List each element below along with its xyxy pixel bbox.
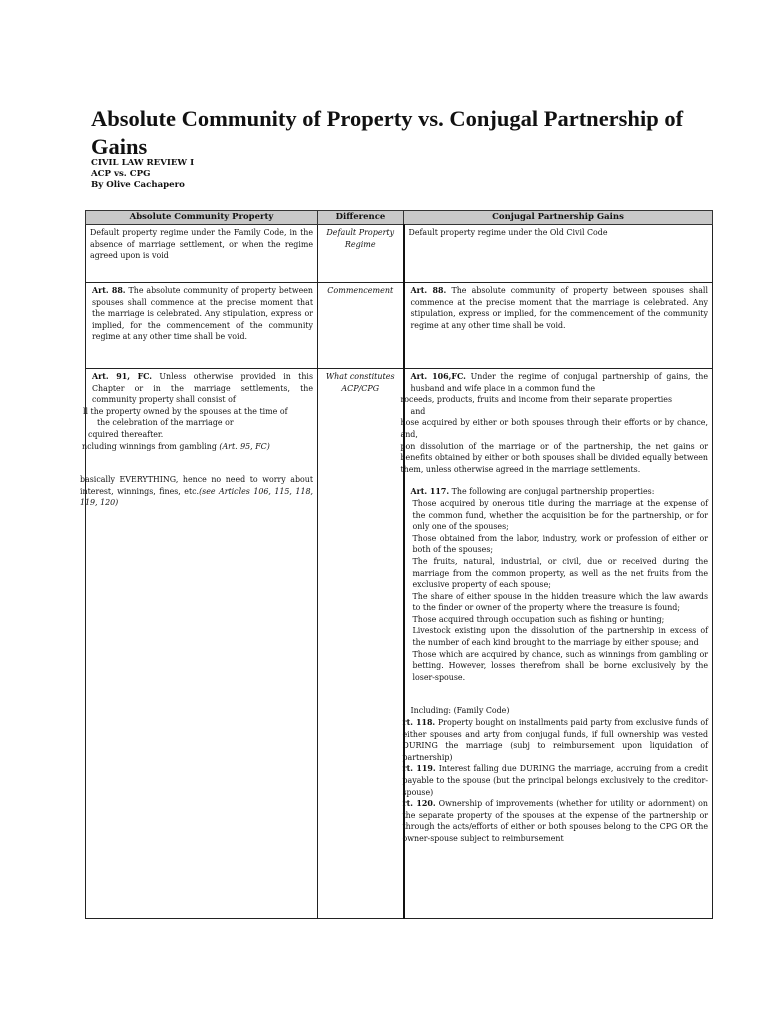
table-row bbox=[86, 369, 713, 919]
author-label: By Olive Cachapero bbox=[91, 180, 185, 190]
article-ref: Art. 117. bbox=[410, 487, 450, 497]
cpg-default-regime: Default property regime under the Old Civil Code bbox=[404, 225, 713, 283]
article-117-paragraph bbox=[411, 486, 709, 498]
article-text: Interest falling due DURING the marriage, accruing from a credit payable to the spouse (but the principal belongs exclusively to the creditor-spouse) bbox=[402, 764, 709, 797]
comparison-table bbox=[80, 210, 713, 919]
document-subtitle bbox=[91, 158, 194, 191]
including-label: Including: (Family Code) bbox=[410, 706, 510, 716]
acp-default-regime: Default property regime under the Family Code, in the absence of marriage settlement, or when the regime agreed upon is void bbox=[86, 225, 318, 283]
list-text: ncluding winnings from gambling bbox=[82, 441, 220, 451]
header-acp: Absolute Community Property bbox=[86, 211, 318, 225]
list-item bbox=[82, 441, 313, 453]
table-row bbox=[86, 225, 713, 283]
document-title: Absolute Community of Property vs. Conjugal Partnership of Gains bbox=[91, 106, 684, 159]
list-item: cquired thereafter. bbox=[88, 429, 164, 439]
article-91-paragraph bbox=[92, 371, 313, 406]
list-item: hose acquired by either or both spouses through their efforts or by chance, and, bbox=[400, 418, 708, 439]
list-item: and bbox=[410, 406, 426, 416]
list-item: The share of either spouse in the hidden treasure which the law awards to the finder or owner of the property where the treasure is found; bbox=[412, 591, 708, 613]
list-item: pon dissolution of the marriage or of the partnership, the net gains or benefits obtained by either or both spouses shall be divided equally between them, unless otherwise agreed in the marriage settlements. bbox=[400, 441, 708, 474]
article-ref: rt. 118. bbox=[402, 718, 436, 728]
difference-commencement: Commencement bbox=[318, 283, 404, 369]
topic-label: ACP vs. CPG bbox=[91, 169, 151, 179]
article-106-paragraph bbox=[411, 371, 709, 394]
cpg-commencement bbox=[404, 283, 713, 369]
header-cpg: Conjugal Partnership Gains bbox=[404, 211, 713, 225]
note-text: basically EVERYTHING, hence no need to worry about interest, winnings, fines, etc. bbox=[80, 475, 313, 496]
table-header-row bbox=[86, 211, 713, 225]
list-item: Those obtained from the labor, industry, work or profession of either or both of the spouses; bbox=[412, 533, 708, 555]
article-ref: Art. 88. bbox=[410, 286, 447, 295]
table-row bbox=[86, 283, 713, 369]
article-text: The absolute community of property between spouses shall commence at the precise moment that the marriage is celebrated. Any stipulation, express or implied, for the commencement of the community regime at any other time shall be void. bbox=[92, 286, 313, 342]
list-item: The fruits, natural, industrial, or civil, due or received during the marriage from the common property, as well as the net fruits from the exclusive property of each spouse; bbox=[412, 556, 708, 590]
article-text: Under the regime of conjugal partnership of gains, the husband and wife place in a common fund the bbox=[410, 372, 708, 393]
article-ref: (Art. 95, FC) bbox=[219, 441, 270, 451]
list-item: ll the property owned by the spouses at the time of bbox=[83, 406, 288, 416]
acp-commencement bbox=[86, 283, 318, 369]
list-item: Livestock existing upon the dissolution of the partnership in excess of the number of each kind brought to the marriage by either spouse; and bbox=[412, 626, 708, 648]
list-item: Those acquired by onerous title during the marriage at the expense of the common fund, whether the acquisition be for the partnership, or for only one of the spouses; bbox=[412, 498, 708, 532]
article-119-paragraph bbox=[403, 763, 709, 798]
article-text: The following are conjugal partnership properties: bbox=[449, 487, 655, 497]
article-118-paragraph bbox=[403, 717, 709, 763]
article-120-paragraph bbox=[403, 798, 709, 844]
article-ref: rt. 120. bbox=[402, 799, 436, 809]
article-text: Property bought on installments paid party from exclusive funds of either spouses and arty from conjugal funds, if full ownership was vested DURING the marriage (subj to reimbursement upon liquidation of partnership) bbox=[402, 718, 709, 762]
list-item: roceeds, products, fruits and income from their separate properties bbox=[400, 395, 673, 405]
article-ref: (see Articles 106, 115, 118, 119, 120) bbox=[80, 486, 313, 508]
list-item: the celebration of the marriage or bbox=[97, 418, 234, 428]
acp-what-constitutes bbox=[80, 369, 318, 919]
article-ref: rt. 119. bbox=[402, 764, 436, 774]
cpg-what-constitutes bbox=[400, 369, 713, 919]
article-ref: Art. 91, FC. bbox=[92, 372, 153, 381]
article-ref: Art. 88. bbox=[92, 286, 126, 295]
course-label: CIVIL LAW REVIEW I bbox=[91, 158, 195, 168]
article-ref: Art. 106,FC. bbox=[410, 372, 466, 381]
list-item: Those which are acquired by chance, such as winnings from gambling or betting. However, losses therefrom shall be borne exclusively by the loser-spouse. bbox=[412, 649, 708, 682]
article-text: The absolute community of property between spouses shall commence at the precise moment that the marriage is celebrated. Any stipulation, express or implied, for the commencement of the community regime at any other time shall be void. bbox=[410, 286, 708, 330]
difference-default-regime: Default Property Regime bbox=[318, 225, 404, 283]
header-difference: Difference bbox=[318, 211, 404, 225]
difference-what-constitutes: What constitutes ACP/CPG bbox=[318, 369, 404, 919]
list-item: Those acquired through occupation such as fishing or hunting; bbox=[412, 614, 665, 624]
acp-summary-note bbox=[80, 474, 313, 509]
article-text: Ownership of improvements (whether for utility or adornment) on the separate property of the spouses at the expense of the partnership or through the acts/efforts of either or both spouses belong to the CPG OR the owner-spouse subject to reimbursement bbox=[402, 799, 708, 843]
article-text: Unless otherwise provided in this Chapter or in the marriage settlements, the community property shall consist of bbox=[92, 372, 314, 405]
